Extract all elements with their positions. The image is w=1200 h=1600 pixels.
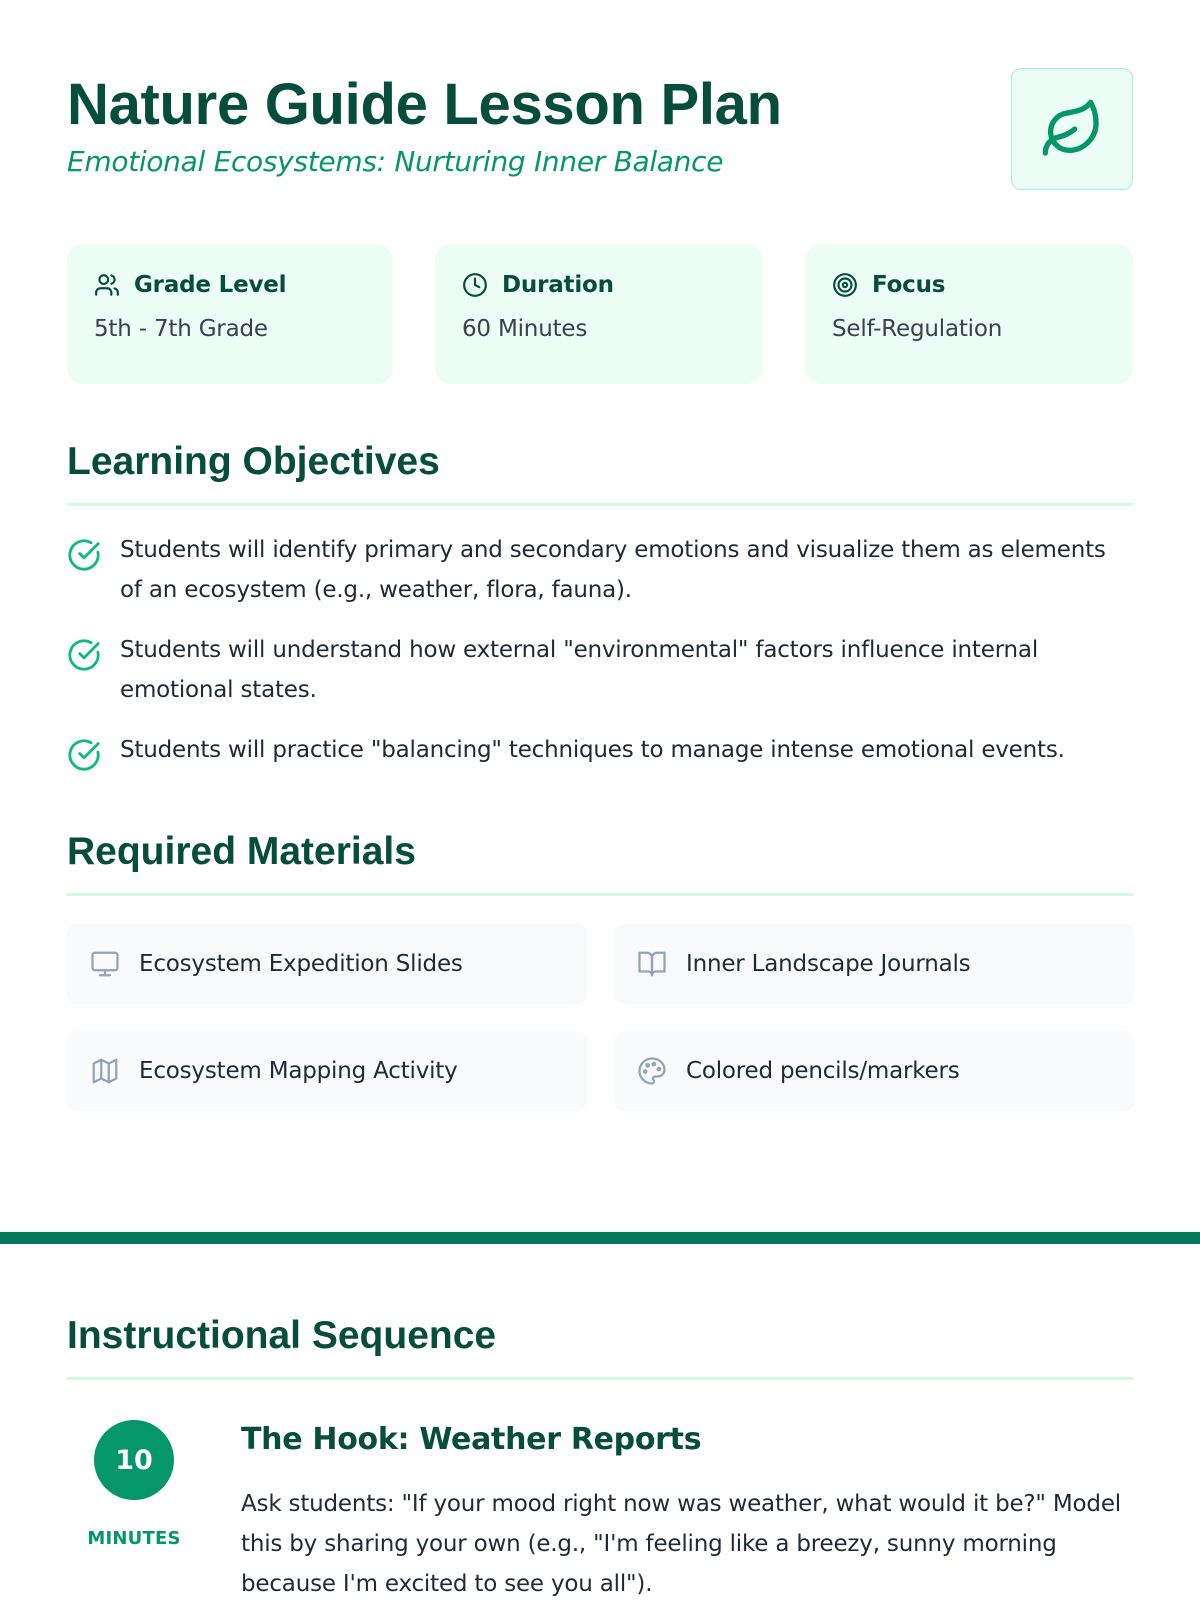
focus-label: Focus [872,272,946,298]
check-circle-icon [67,538,101,572]
objective-text: Students will practice "balancing" techniques to manage intense emotional events. [120,737,1065,763]
material-label: Colored pencils/markers [686,1058,960,1084]
material-label: Ecosystem Mapping Activity [139,1058,458,1084]
map-icon [90,1056,120,1086]
target-icon [832,272,858,298]
users-icon [94,272,120,298]
book-open-icon [637,949,667,979]
materials-rule [67,893,1133,896]
header [67,72,1133,192]
objective-item [67,630,1133,710]
page-divider [0,1232,1200,1244]
step-duration-unit: MINUTES [87,1528,181,1549]
objectives-list [67,530,1133,792]
material-item [67,1031,587,1111]
check-circle-icon [67,738,101,772]
duration-value: 60 Minutes [462,316,588,342]
step-duration-badge: 10 [94,1420,174,1500]
leaf-icon [1040,97,1104,161]
grade-level-card [67,244,393,384]
page-subtitle: Emotional Ecosystems: Nurturing Inner Balance [67,145,724,178]
material-item [614,1031,1134,1111]
materials-title: Required Materials [67,830,416,873]
objective-item [67,530,1133,610]
grade-level-label: Grade Level [134,272,287,298]
objective-text: Students will identify primary and secondary emotions and visualize them as elements of an ecosystem (e.g., weather, flora, fauna). [120,537,1106,603]
sequence-title: Instructional Sequence [67,1314,497,1357]
step-title: The Hook: Weather Reports [241,1422,702,1457]
monitor-icon [90,949,120,979]
material-item [614,924,1134,1004]
palette-icon [637,1056,667,1086]
focus-value: Self-Regulation [832,316,1003,342]
objective-text: Students will understand how external "environmental" factors influence internal emotional states. [120,637,1039,703]
clock-icon [462,272,488,298]
page-title: Nature Guide Lesson Plan [67,72,782,137]
material-label: Ecosystem Expedition Slides [139,951,463,977]
duration-label: Duration [502,272,614,298]
sequence-rule [67,1377,1133,1380]
material-label: Inner Landscape Journals [686,951,971,977]
material-item [67,924,587,1004]
objectives-rule [67,503,1133,506]
duration-card [435,244,763,384]
info-cards [67,244,1133,384]
focus-card [805,244,1133,384]
grade-level-value: 5th - 7th Grade [94,316,268,342]
objective-item [67,730,1133,772]
objectives-title: Learning Objectives [67,440,440,483]
logo-badge [1011,68,1133,190]
check-circle-icon [67,638,101,672]
step-description: Ask students: "If your mood right now was weather, what would it be?" Model this by sharing your own (e.g., "I'm feeling like a breezy, sunny morning because I'm excited to see you all"). [241,1491,1121,1597]
